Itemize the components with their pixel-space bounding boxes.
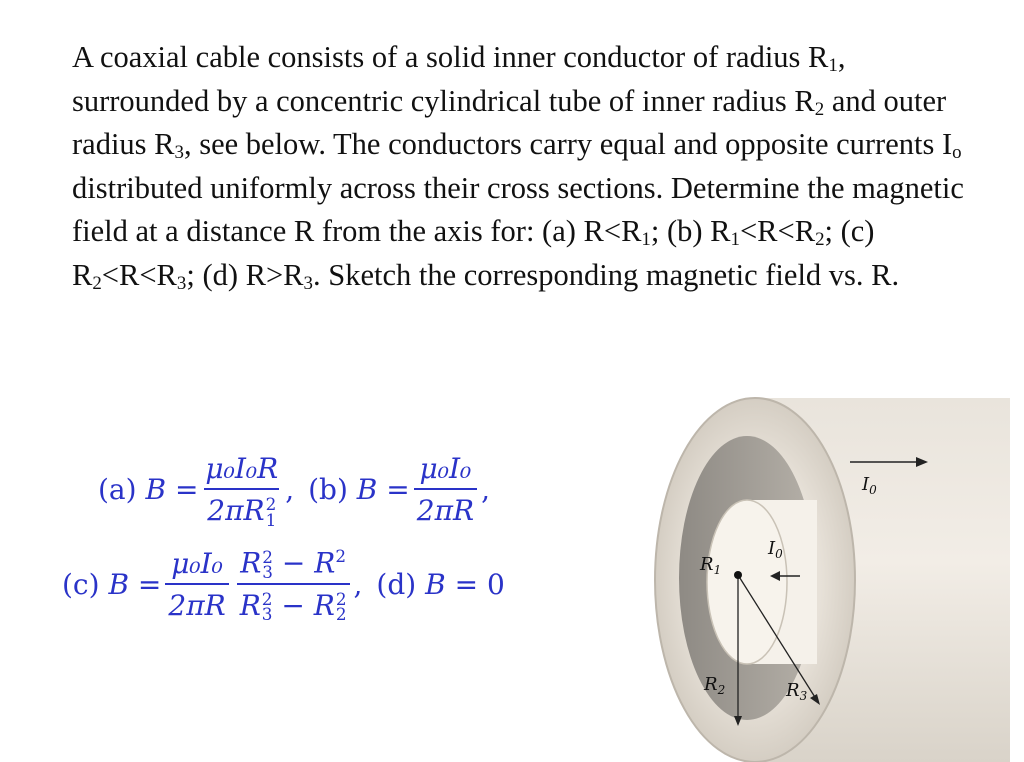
- numerator: [168, 547, 226, 583]
- subscript: 2: [815, 229, 825, 251]
- axis-point: [734, 571, 742, 579]
- symbol-b: B: [356, 473, 378, 507]
- symbol-b: B: [108, 567, 130, 601]
- subscript: 3: [261, 604, 273, 625]
- text-run: and outer radius R: [72, 83, 947, 162]
- superscript: 2: [262, 546, 273, 567]
- text-run: ; (b) R: [650, 214, 731, 249]
- denominator-text: 2πR: [416, 494, 475, 528]
- subscript: o: [952, 142, 962, 164]
- subscript: 1: [828, 55, 838, 77]
- label-a: (a): [98, 473, 137, 507]
- superscript: 2: [335, 589, 347, 610]
- denominator: [237, 583, 350, 623]
- numerator: [417, 452, 475, 488]
- text-run: <R<R: [739, 214, 816, 249]
- subscript: 1: [730, 229, 740, 251]
- text-run: ; (d) R>R: [186, 257, 304, 292]
- denominator: [414, 488, 477, 527]
- symbol-r: R: [239, 588, 261, 622]
- text-run: , see below. The conductors carry equal and opposite currents I: [183, 127, 953, 162]
- equals-sign: =: [386, 473, 410, 507]
- denominator-text: 2πR: [207, 494, 265, 527]
- answer-equations-ab: [98, 452, 490, 528]
- fraction-c1: [165, 547, 228, 622]
- comma: ,: [481, 473, 490, 507]
- inner-conductor-face: [707, 500, 787, 664]
- numerator-text: μ₀I₀: [419, 452, 472, 486]
- superscript: 2: [265, 494, 277, 515]
- subscript: 3: [303, 273, 313, 295]
- minus-r: − R: [272, 546, 336, 580]
- equals-sign: =: [174, 473, 199, 507]
- superscript: 2: [335, 546, 347, 566]
- fraction-b: [414, 452, 477, 527]
- symbol-b: B: [425, 567, 446, 601]
- minus-r: − R: [272, 588, 335, 622]
- problem-statement: [72, 36, 982, 298]
- label-r2: $R_2$: [704, 674, 726, 697]
- text-run: <R<R: [101, 257, 177, 292]
- label-i0-inner: $I_0$: [768, 538, 783, 561]
- text-run: , surrounded by a concentric cylindrical tube of inner radius R: [72, 40, 846, 118]
- equals-sign: =: [137, 567, 162, 601]
- comma: ,: [285, 473, 295, 507]
- denominator: [165, 583, 228, 622]
- text-run: A coaxial cable consists of a solid inner conductor of radius R: [72, 40, 829, 74]
- script-pair: [335, 589, 347, 625]
- zero: 0: [486, 567, 505, 601]
- subscript: 3: [174, 142, 184, 164]
- superscript: 2: [261, 589, 273, 610]
- numerator-text: μ₀I₀R: [205, 452, 279, 485]
- subscript: 1: [265, 509, 277, 530]
- subscript: 3: [176, 273, 187, 295]
- coaxial-cable-diagram: [650, 390, 1010, 762]
- script-pair: [265, 494, 277, 530]
- label-d: (d): [376, 567, 417, 601]
- comma: ,: [353, 567, 363, 601]
- subscript: 2: [814, 98, 825, 120]
- label-b: (b): [308, 473, 348, 507]
- script-pair: [262, 546, 273, 582]
- text-run: . Sketch the corresponding magnetic field vs. R.: [312, 257, 900, 292]
- fraction-a: [202, 452, 281, 528]
- label-i0-outer: $I_0$: [862, 474, 877, 497]
- numerator: [237, 546, 349, 583]
- denominator-text: 2πR: [168, 588, 226, 622]
- subscript: 1: [641, 229, 651, 251]
- label-r3: $R_3$: [786, 680, 808, 703]
- subscript: 3: [262, 561, 273, 582]
- script-pair: [261, 589, 273, 625]
- text-run: distributed uniformly across their cross sections. Determine the magnetic field at a distance R from the axis for: (a) R<R: [72, 170, 964, 249]
- answer-equations-cd: [62, 546, 505, 623]
- symbol-b: B: [145, 473, 167, 507]
- fraction-c2: [237, 546, 350, 623]
- label-c: (c): [62, 567, 100, 601]
- subscript: 2: [92, 273, 102, 295]
- numerator: [202, 452, 281, 488]
- symbol-r: R: [240, 546, 262, 580]
- text-run: ; (c) R: [72, 214, 875, 292]
- denominator: [204, 488, 279, 528]
- label-r1: $R_1$: [700, 554, 722, 577]
- equals-sign: =: [454, 567, 479, 601]
- subscript: 2: [335, 604, 347, 625]
- numerator-text: μ₀I₀: [171, 546, 223, 580]
